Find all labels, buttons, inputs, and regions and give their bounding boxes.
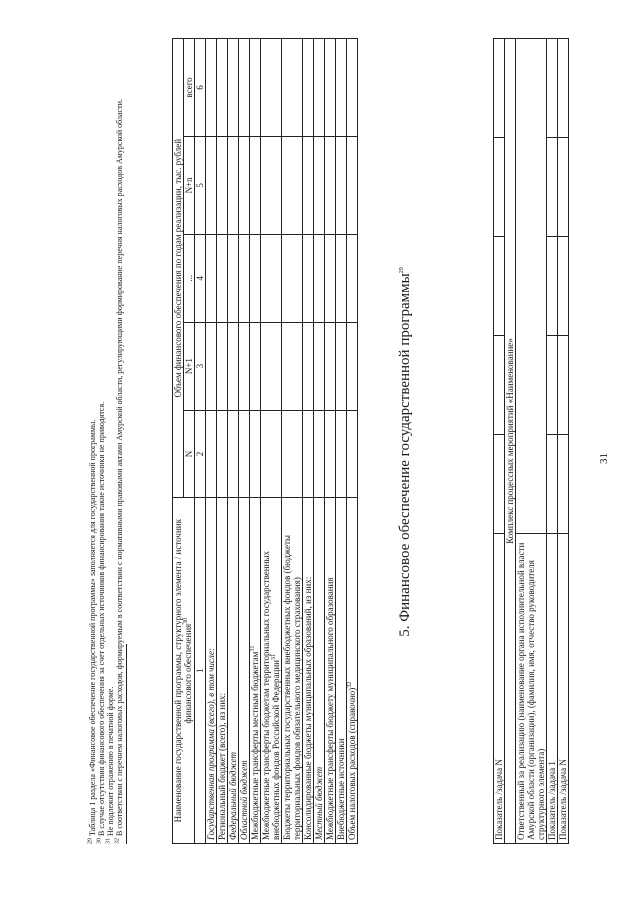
value-cell	[336, 322, 347, 410]
row-label: Межбюджетные трансферты местным бюджетам$^{31}$	[250, 498, 261, 844]
value-cell	[347, 322, 358, 410]
financing-rows	[206, 39, 358, 844]
value-cell	[217, 410, 228, 498]
value-cell	[347, 136, 358, 234]
table-row	[547, 39, 558, 844]
footnote-ref: 31	[271, 654, 277, 661]
value-cell	[314, 39, 325, 137]
table-row	[228, 39, 239, 844]
value-cell	[336, 136, 347, 234]
value-cell	[206, 322, 217, 410]
table-row	[217, 39, 228, 844]
header-name: Наименование государственной программы, структурного элемента / источник финансового обеспечения$^{30}$	[173, 498, 195, 844]
value-cell	[239, 322, 250, 410]
value-cell	[206, 234, 217, 322]
table-row	[239, 39, 250, 844]
table-row	[505, 39, 516, 844]
value-cell	[336, 234, 347, 322]
table-row	[558, 39, 569, 844]
row-label: Консолидированные бюджеты муниципальных образований, из них:	[303, 498, 314, 844]
value-cell	[314, 410, 325, 498]
financing-table	[172, 38, 358, 844]
value-cell	[303, 234, 314, 322]
table-row	[303, 39, 314, 844]
value-cell	[303, 322, 314, 410]
table-row	[494, 39, 505, 844]
value-cell	[303, 39, 314, 137]
value-cell	[228, 39, 239, 137]
value-cell	[217, 322, 228, 410]
value-cell	[239, 39, 250, 137]
value-cell	[325, 136, 336, 234]
value-cell	[336, 410, 347, 498]
table-row	[314, 39, 325, 844]
footnote-ref: 30	[183, 617, 189, 624]
value-cell	[282, 39, 303, 137]
table-row	[516, 39, 547, 844]
footnote: $^{31}$ Не подлежит отражению в печатной форме.	[105, 686, 115, 844]
value-cell	[239, 136, 250, 234]
value-cell	[282, 322, 303, 410]
value-cell	[228, 234, 239, 322]
value-cell	[282, 136, 303, 234]
value-cell	[239, 234, 250, 322]
table-row	[336, 39, 347, 844]
value-cell	[228, 136, 239, 234]
footnote: $^{29}$ Таблица 1 раздела «Финансовое обеспечение государственной программы» заполняется для государственной программы.	[87, 419, 97, 844]
footnote-ref: 32	[347, 681, 353, 688]
value-cell	[261, 410, 282, 498]
value-cell	[250, 322, 261, 410]
table-row	[347, 39, 358, 844]
value-cell	[314, 322, 325, 410]
table-cell: Показатель /задача N	[558, 534, 569, 844]
col-number: 3	[195, 322, 206, 410]
value-cell	[336, 39, 347, 137]
value-cell	[206, 410, 217, 498]
footnote: $^{30}$ В случае отсутствия финансового обеспечения за счет отдельных источников финансирования такие источники не приводятся.	[96, 401, 106, 844]
col-numbers-row	[195, 39, 206, 844]
value-cell	[347, 39, 358, 137]
table-row	[282, 39, 303, 844]
value-cell	[206, 39, 217, 137]
table-row	[250, 39, 261, 844]
row-label: Региональный бюджет (всего), из них:	[217, 498, 228, 844]
col-number: 6	[195, 39, 206, 137]
table-cell: Ответственный за реализацию (наименование органа исполнительной власти Амурской области (организации), (фамилия, имя, отчество руководителя структурного элемента)	[516, 534, 547, 844]
value-cell	[261, 234, 282, 322]
value-cell	[282, 234, 303, 322]
table-cell: Показатель /задача N	[494, 534, 505, 844]
year-cell: ...	[184, 234, 195, 322]
value-cell	[250, 136, 261, 234]
row-label: Областной бюджет	[239, 498, 250, 844]
indicators-table	[493, 38, 569, 844]
table-cell: Показатель /задача 1	[547, 534, 558, 844]
value-cell	[217, 136, 228, 234]
row-label: Бюджеты территориальных государственных внебюджетных фондов (бюджеты территориальных фондов обязательного медицинского страхования)	[282, 498, 303, 844]
year-cell: N+1	[184, 322, 195, 410]
section-title: 5. Финансовое обеспечение государственной программы$^{29}$	[397, 267, 413, 637]
table-row	[206, 39, 217, 844]
row-label: Государственная программа (всего), в том числе:	[206, 498, 217, 844]
value-cell	[261, 39, 282, 137]
row-label: Внебюджетные источники	[336, 498, 347, 844]
complex-header: Комплекс процессных мероприятий «Наименование»	[505, 39, 516, 844]
value-cell	[325, 322, 336, 410]
table-row	[325, 39, 336, 844]
value-cell	[261, 136, 282, 234]
value-cell	[303, 136, 314, 234]
value-cell	[325, 410, 336, 498]
value-cell	[239, 410, 250, 498]
year-cell: всего	[184, 39, 195, 137]
value-cell	[217, 39, 228, 137]
value-cell	[261, 322, 282, 410]
value-cell	[217, 234, 228, 322]
footnote-ref: 29	[399, 267, 405, 274]
footnote: $^{32}$ В соответствии с перечнем налоговых расходов, формируемым в соответствии с нормативными правовыми актами Амурской области, регулирующими формирование перечня налоговых расходов Амурской области.	[114, 99, 124, 844]
value-cell	[250, 410, 261, 498]
value-cell	[206, 136, 217, 234]
col-number: 5	[195, 136, 206, 234]
row-label: Местный бюджет	[314, 498, 325, 844]
value-cell	[347, 234, 358, 322]
footnotes	[88, 38, 124, 844]
value-cell	[314, 136, 325, 234]
row-label: Объем налоговых расходов (справочно)$^{32}$	[347, 498, 358, 844]
col-number: 1	[195, 498, 206, 844]
value-cell	[282, 410, 303, 498]
table-row	[261, 39, 282, 844]
footnote-ref: 31	[250, 645, 256, 652]
col-number: 2	[195, 410, 206, 498]
value-cell	[228, 410, 239, 498]
value-cell	[303, 410, 314, 498]
value-cell	[250, 39, 261, 137]
footnote-divider	[126, 644, 127, 844]
value-cell	[250, 234, 261, 322]
row-label: Межбюджетные трансферты бюджетам территориальных государственных внебюджетных фондов Российской Федерации$^{31}$	[261, 498, 282, 844]
year-cell: N+n	[184, 136, 195, 234]
value-cell	[347, 410, 358, 498]
row-label: Федеральный бюджет	[228, 498, 239, 844]
col-number: 4	[195, 234, 206, 322]
value-cell	[228, 322, 239, 410]
year-cell: N	[184, 410, 195, 498]
value-cell	[325, 234, 336, 322]
table-header-row	[173, 39, 184, 844]
page-number: 31	[598, 453, 610, 464]
header-volume: Объем финансового обеспечения по годам реализации, тыс. рублей	[173, 39, 184, 498]
value-cell	[325, 39, 336, 137]
row-label: Межбюджетные трансферты бюджету муниципального образования	[325, 498, 336, 844]
value-cell	[314, 234, 325, 322]
